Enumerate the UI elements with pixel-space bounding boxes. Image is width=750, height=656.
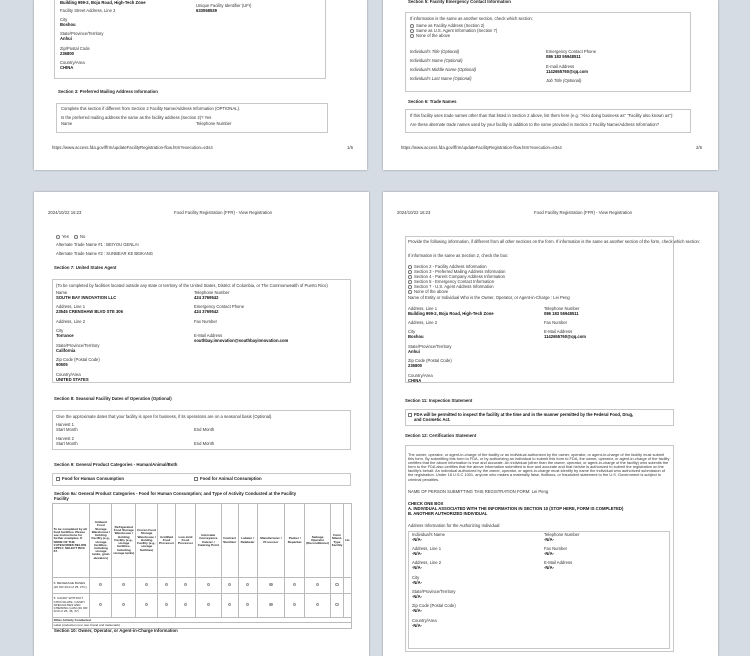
email-label: E-mail Address — [546, 64, 575, 69]
option-b: B. ANOTHER AUTHORIZED INDIVIDUAL — [408, 511, 488, 516]
auth-name-value: -N/A- — [412, 537, 423, 542]
activity-radio[interactable] — [228, 583, 231, 586]
agent-city-value: Torrance — [56, 333, 74, 338]
table-header-cell: Refrigerated Food Storage Warehouse / Holding Facility (e.g., storage facilities, including storage tanks) — [112, 504, 136, 578]
individual-title-label: Individual's Title (Optional) — [410, 49, 460, 54]
agent-addr2-label: Address, Line 2 — [56, 319, 86, 324]
table-header-cell: Acidified Food Processor — [158, 504, 176, 578]
emergency-phone-value: 086 183 55948511 — [546, 54, 581, 59]
alt-trade-name-1: Alternate Trade Name #1 : BEIYOU GENLAI — [56, 242, 139, 247]
harvest-2-start: Start Month — [56, 441, 78, 446]
no-label: No — [80, 234, 86, 239]
country-label: Country/Area — [60, 60, 85, 65]
section-5-option: Section 5 - Emergency Contact Information — [414, 279, 495, 284]
page-header: Food Facility Registration (FFR) - View Registration — [534, 210, 633, 215]
option-a: A. INDIVIDUAL ASSOCIATED WITH THE INFORMATION IN SECTION 10 (STOP HERE, FORM IS COMPLETED) — [408, 506, 624, 511]
zip-label: Zip/Postal Code — [60, 46, 90, 51]
section-3-same-question: Is the preferred mailing address the same as the facility address (Section 2)? Yes — [61, 115, 212, 120]
table-header-cell: Labeler / Relabeler — [238, 504, 257, 578]
auth-city-label: City — [412, 575, 420, 580]
yes-label: Yes — [62, 234, 69, 239]
section-6-line2: Are these alternate trade names used by your facility in addition to the name provided in Section 2 Facility Name/Address Information? — [410, 122, 660, 127]
auth-tel-value: -N/A- — [544, 537, 555, 542]
page-url: https://www.access.fda.gov/ffrm/updateFacilityRegistration-flow.htm?execution=e3s4 — [52, 145, 213, 150]
owner-zip-label: Zip Code (Postal Code) — [408, 358, 452, 363]
street-line2-label: Facility Street Address, Line 2 — [60, 8, 116, 13]
same-as-facility-label: Same as Facility Address (Section 2) — [416, 23, 485, 28]
owner-city-value: Boshou — [408, 334, 424, 339]
auth-addr2-value: -N/A- — [412, 565, 423, 570]
page-header: Food Facility Registration (FFR) - View Registration — [174, 210, 273, 215]
auth-fax-value: -N/A- — [544, 551, 555, 556]
individual-last-name-label: Individual's Last Name (Optional) — [410, 76, 472, 81]
same-as-agent-radio[interactable] — [410, 29, 414, 33]
activity-radio[interactable] — [99, 603, 102, 606]
none-of-above-label: None of the above — [416, 33, 451, 38]
activity-radio[interactable] — [335, 603, 338, 606]
certification-text: The owner, operator, or agent-in-charge of the facility or an individual authorized by the owner, operator, or agent-in-charge of the facility must submit this form. By submitting this form to FDA, or by authorizing an individual to submit this form to FDA, the owner, operator, or agent-in-charge of the facility certifies that the above information is true and accurate. An individual (other than the owner, operator, or agent-in-charge of the facility) who submits the form to the FDA also certifies that the above information submitted is true and accurate and that he/she is authorized to submit the registration on the facility's behalf. An individual authorized by the owner, operator, or agent-in-charge must identify by name the individual who authorized submission of the registration. Under 18 U.S.C 1001, anyone who makes a materially false, fictitious, or fraudulent statement to the U.S. Government is subject to criminal penalties. — [408, 452, 670, 482]
owner-addr2-label: Address, Line 2 — [408, 320, 438, 325]
activity-radio[interactable] — [293, 583, 296, 586]
activity-radio[interactable] — [145, 603, 148, 606]
table-header-cell: Ambient Food Storage Warehouse / Holding Facility (e.g., storage facilities, including storage tanks, grain elevators) — [90, 504, 112, 578]
individual-middle-name-label: Individual's Middle Name (Optional) — [410, 67, 476, 72]
section-7-title: Section 7: United States Agent — [54, 265, 117, 270]
owner-tel-label: Telephone Number — [544, 306, 580, 311]
activity-radio[interactable] — [228, 603, 231, 606]
auth-tel-label: Telephone Number — [544, 532, 580, 537]
no-radio[interactable] — [74, 235, 78, 239]
ufi-value: 633558539 — [196, 8, 217, 13]
agent-emergency-value: 424 3769542 — [194, 309, 219, 314]
document-page-2 — [383, 0, 718, 170]
print-date: 2024/10/22 16:23 — [48, 210, 82, 215]
table-row — [53, 578, 352, 594]
country-value: CHINA — [60, 65, 74, 70]
agent-email-value: southbay.innovation@southbayinnovation.com — [194, 338, 289, 343]
page-number: 2/5 — [696, 145, 702, 150]
none-option: None of the above — [414, 289, 449, 294]
activity-radio[interactable] — [246, 583, 249, 586]
section-7-instruction: (To be completed by facilities located outside any state or territory of the United States, District of Columbia, or The Commonwealth of Puerto Rico) — [56, 283, 328, 288]
section-3-radio[interactable] — [408, 270, 412, 274]
activity-radio[interactable] — [165, 603, 168, 606]
owner-fax-label: Fax Number — [544, 320, 568, 325]
auth-email-label: E-Mail Address — [544, 560, 573, 565]
auth-addr2-label: Address, Line 2 — [412, 560, 442, 565]
agent-zip-value: 90505 — [56, 362, 68, 367]
same-as-agent-label: Same as U.S. Agent Information (Section 7) — [416, 28, 498, 33]
activity-radio[interactable] — [293, 603, 296, 606]
agent-addr1-label: Address, Line 1 — [56, 304, 86, 309]
owner-state-label: State/Province/Territory — [408, 344, 452, 349]
check-one-box: CHECK ONE BOX — [408, 501, 444, 506]
section-3-title: Section 3: Preferred Mailing Address Information — [58, 89, 158, 94]
activity-radio[interactable] — [99, 583, 102, 586]
table-header-cell: To be completed by all food facilities. Please see instructions for further examples. If NONE OF THE CATEGORIES BELOW APPLY, SELECT BOX 67. — [53, 504, 90, 578]
row-category: 6. BEVERAGE BASES (20 OR 3/10 of 25, 27C) — [53, 578, 90, 594]
city-value: Boshou — [60, 22, 76, 27]
email-value: 1142655760@qq.com — [546, 69, 589, 74]
animal-consumption-checkbox[interactable] — [194, 477, 198, 481]
auth-country-label: Country/Area — [412, 618, 437, 623]
agent-country-label: Country/Area — [56, 372, 81, 377]
telephone-label: Telephone Number — [196, 121, 232, 126]
page-number: 1/5 — [347, 145, 353, 150]
document-page-1 — [34, 0, 367, 170]
owner-email-label: E-Mail Address — [544, 329, 573, 334]
table-header-cell: Low-Acid Food Processor — [176, 504, 196, 578]
table-header-row — [53, 504, 352, 578]
activity-radio[interactable] — [165, 583, 168, 586]
activity-radio-selected[interactable] — [269, 583, 272, 586]
auth-state-value: -N/A- — [412, 594, 423, 599]
auth-zip-value: -N/A- — [412, 608, 423, 613]
table-header-cell: Salvage Operator (Reconditioner) — [305, 504, 331, 578]
table-header-cell: Manufacturer / Processor — [257, 504, 285, 578]
section-5-radio[interactable] — [408, 280, 412, 284]
agent-name-label: Name — [56, 290, 68, 295]
section-3-instruction: Complete this section if different from Section 2 Facility Name/Address Information (OPTIONAL). — [61, 106, 241, 111]
table-header-cell: Ho — [343, 504, 351, 578]
section-4-option: Section 4 - Parent Company Address Information — [414, 274, 506, 279]
auth-address-heading: Address Information for the Authorizing Individual: — [408, 523, 501, 528]
harvest-1-start: Start Month — [56, 427, 78, 432]
section-2-option: Section 2 - Facility Address Information — [414, 264, 487, 269]
same-as-facility-radio[interactable] — [410, 24, 414, 28]
ufi-label: Unique Facility Identifier (UFI) — [196, 3, 252, 8]
section-9a-title: Section 9a: General Product Categories - Food for Human Consumption; and Type of Activity Conducted at the Facility — [54, 491, 297, 496]
none-radio[interactable] — [408, 290, 412, 294]
owner-country-label: Country/Area — [408, 373, 433, 378]
auth-fax-label: Fax Number — [544, 546, 568, 551]
human-consumption-checkbox[interactable] — [56, 477, 60, 481]
section-8-title: Section 8: Seasonal Facility Dates of Operation (Optional) — [54, 396, 172, 401]
agent-tel-label: Telephone Number — [194, 290, 230, 295]
owner-email-value: 1142655760@qq.com — [544, 334, 587, 339]
state-value: Anhui — [60, 36, 72, 41]
other-activity-heading: Other Activity Conducted — [53, 618, 352, 623]
agent-name-value: SOUTH BAY INNOVATION LLC — [56, 295, 117, 300]
activity-radio[interactable] — [316, 583, 319, 586]
document-page-4 — [383, 192, 718, 656]
section-6-title: Section 6: Trade Names — [408, 99, 457, 104]
agent-state-label: State/Province/Territory — [56, 343, 100, 348]
harvest-2-end: End Month — [194, 441, 215, 446]
activity-radio[interactable] — [207, 603, 210, 606]
activity-radio[interactable] — [335, 583, 338, 586]
harvest-2-label: Harvest 2 — [56, 436, 74, 441]
inspection-checkbox[interactable] — [408, 413, 412, 417]
activity-radio[interactable] — [316, 603, 319, 606]
agent-fax-label: Fax Number — [194, 319, 218, 324]
auth-email-value: -N/A- — [544, 565, 555, 570]
table-header-cell: Contract Sterilizer — [221, 504, 238, 578]
section-8-instruction: Give the approximate dates that your facility is open for business, if its operations are on a seasonal basis (Optional). — [56, 414, 273, 419]
harvest-1-label: Harvest 1 — [56, 422, 74, 427]
section-5-title: Section 5: Facility Emergency Contact Information — [408, 0, 511, 4]
agent-city-label: City — [56, 328, 64, 333]
submitter-name: NAME OF PERSON SUBMITTING THIS REGISTRATION FORM: Lei Peng — [408, 489, 549, 494]
owner-name: Name of Entity or Individual Who is the Owner, Operator, or Agent-in-Charge : Lei Peng — [408, 295, 570, 300]
section-10-title: Section 10: Owner, Operator, or Agent-in-Charge Information — [54, 628, 178, 633]
table-row — [53, 594, 352, 618]
agent-zip-label: Zip Code (Postal Code) — [56, 357, 100, 362]
activity-radio[interactable] — [207, 583, 210, 586]
section-10-same-box: If information is the same as Section 2, check the box: — [408, 253, 509, 258]
table-header-cell: Farm Mixed-Type Facility — [331, 504, 344, 578]
alt-trade-name-2: Alternate Trade Name #2 : SUNBEAR KE BEIKANG — [56, 251, 154, 256]
zip-value: 236800 — [60, 51, 74, 56]
activity-radio-selected[interactable] — [269, 603, 272, 606]
section-11-title: Section 11: Inspection Statement — [405, 398, 473, 403]
agent-tel-value: 424 3769542 — [194, 295, 219, 300]
agent-email-label: E-Mail Address — [194, 333, 223, 338]
state-label: State/Province/Territory — [60, 31, 104, 36]
yes-radio[interactable] — [56, 235, 60, 239]
section-12-title: Section 12: Certification Statement — [405, 433, 477, 438]
city-label: City — [60, 17, 68, 22]
auth-name-label: Individual's Name — [412, 532, 445, 537]
other-activity-value: Label production (our own brand and trademark) — [53, 623, 352, 628]
section-3-option: Section 3 - Preferred Mailing Address Information — [414, 269, 506, 274]
auth-addr1-value: -N/A- — [412, 551, 423, 556]
job-title-label: Job Title (Optional) — [546, 78, 582, 83]
activity-radio[interactable] — [246, 603, 249, 606]
animal-consumption-label: Food for Animal Consumption — [200, 476, 262, 481]
none-of-above-radio[interactable] — [410, 34, 414, 38]
owner-addr1-label: Address, Line 1 — [408, 306, 438, 311]
human-consumption-label: Food for Human Consumption — [62, 476, 125, 481]
section-9-title: Section 9: General Product Categories - Human/Animal/Both — [54, 462, 178, 467]
owner-city-label: City — [408, 329, 416, 334]
section-4-radio[interactable] — [408, 275, 412, 279]
activity-radio[interactable] — [184, 603, 187, 606]
individual-name-label: Individual's Name (Optional) — [410, 58, 463, 63]
section-2-radio[interactable] — [408, 265, 412, 269]
row-category: 5. CANDY WITHOUT CHOCOLATE, CANDY SPECIALTIES AND CHEWING GUM (20 OR 3/10 of 25, 36, 37) — [53, 594, 90, 618]
section-9a-facility-word: Facility — [54, 496, 69, 501]
section-7-option: Section 7 - U.S. Agent Address Information — [414, 284, 494, 289]
activity-radio[interactable] — [122, 583, 125, 586]
table-header-cell: Interstate Conveyance Caterer / Catering Point — [195, 504, 221, 578]
activity-radio[interactable] — [145, 583, 148, 586]
owner-addr1-value: Building 999-2, Boju Road, High-Tech Zone — [408, 311, 494, 316]
name-label: Name — [61, 121, 73, 126]
auth-zip-label: Zip Code (Postal Code) — [412, 603, 456, 608]
activity-radio[interactable] — [122, 603, 125, 606]
auth-country-value: -N/A- — [412, 623, 423, 628]
section-10-intro: Provide the following information, if different from all other sections on the form. If information is the same as another section of the form, check which section: — [408, 239, 701, 244]
owner-country-value: CHINA — [408, 378, 422, 383]
auth-state-label: State/Province/Territory — [412, 589, 456, 594]
owner-zip-value: 236800 — [408, 363, 422, 368]
emergency-phone-label: Emergency Contact Phone — [546, 49, 597, 54]
owner-state-value: Anhui — [408, 349, 420, 354]
document-page-3 — [34, 192, 369, 656]
activity-radio[interactable] — [184, 583, 187, 586]
agent-state-value: California — [56, 348, 76, 353]
agent-emergency-label: Emergency Contact Phone — [194, 304, 245, 309]
table-header-cell: Frozen Food Storage Warehouse / Holding Facility (e.g., storage facilities) — [136, 504, 158, 578]
agent-addr1-value: 23545 CRENSHAW BLVD STE 306 — [56, 309, 123, 314]
auth-addr1-label: Address, Line 1 — [412, 546, 442, 551]
section-5-instruction: If information is the same as another section, check which section: — [410, 16, 533, 21]
section-7-radio[interactable] — [408, 285, 412, 289]
agent-country-value: UNITED STATES — [56, 377, 89, 382]
harvest-1-end: End Month — [194, 427, 215, 432]
product-category-table — [52, 503, 352, 629]
table-header-cell: Packer / Repacker — [285, 504, 305, 578]
section-6-line1: If this facility uses trade names other than that listed in Section 2 above, list them here (e.g. "Also doing business as" "Facility also known as"): — [410, 113, 674, 118]
auth-city-value: -N/A- — [412, 580, 423, 585]
inspection-statement: FDA will be permitted to inspect the facility at the time and in the manner permitted by the Federal Food, Drug, and Cosmetic Act. — [414, 412, 634, 422]
print-date: 2024/10/22 16:23 — [397, 210, 431, 215]
facility-address-line1: Building 999-2, Boju Road, High-Tech Zone — [60, 0, 146, 5]
page-url: https://www.access.fda.gov/ffrm/updateFacilityRegistration-flow.htm?execution=e3s4 — [401, 145, 562, 150]
owner-tel-value: 086 183 55948511 — [544, 311, 579, 316]
